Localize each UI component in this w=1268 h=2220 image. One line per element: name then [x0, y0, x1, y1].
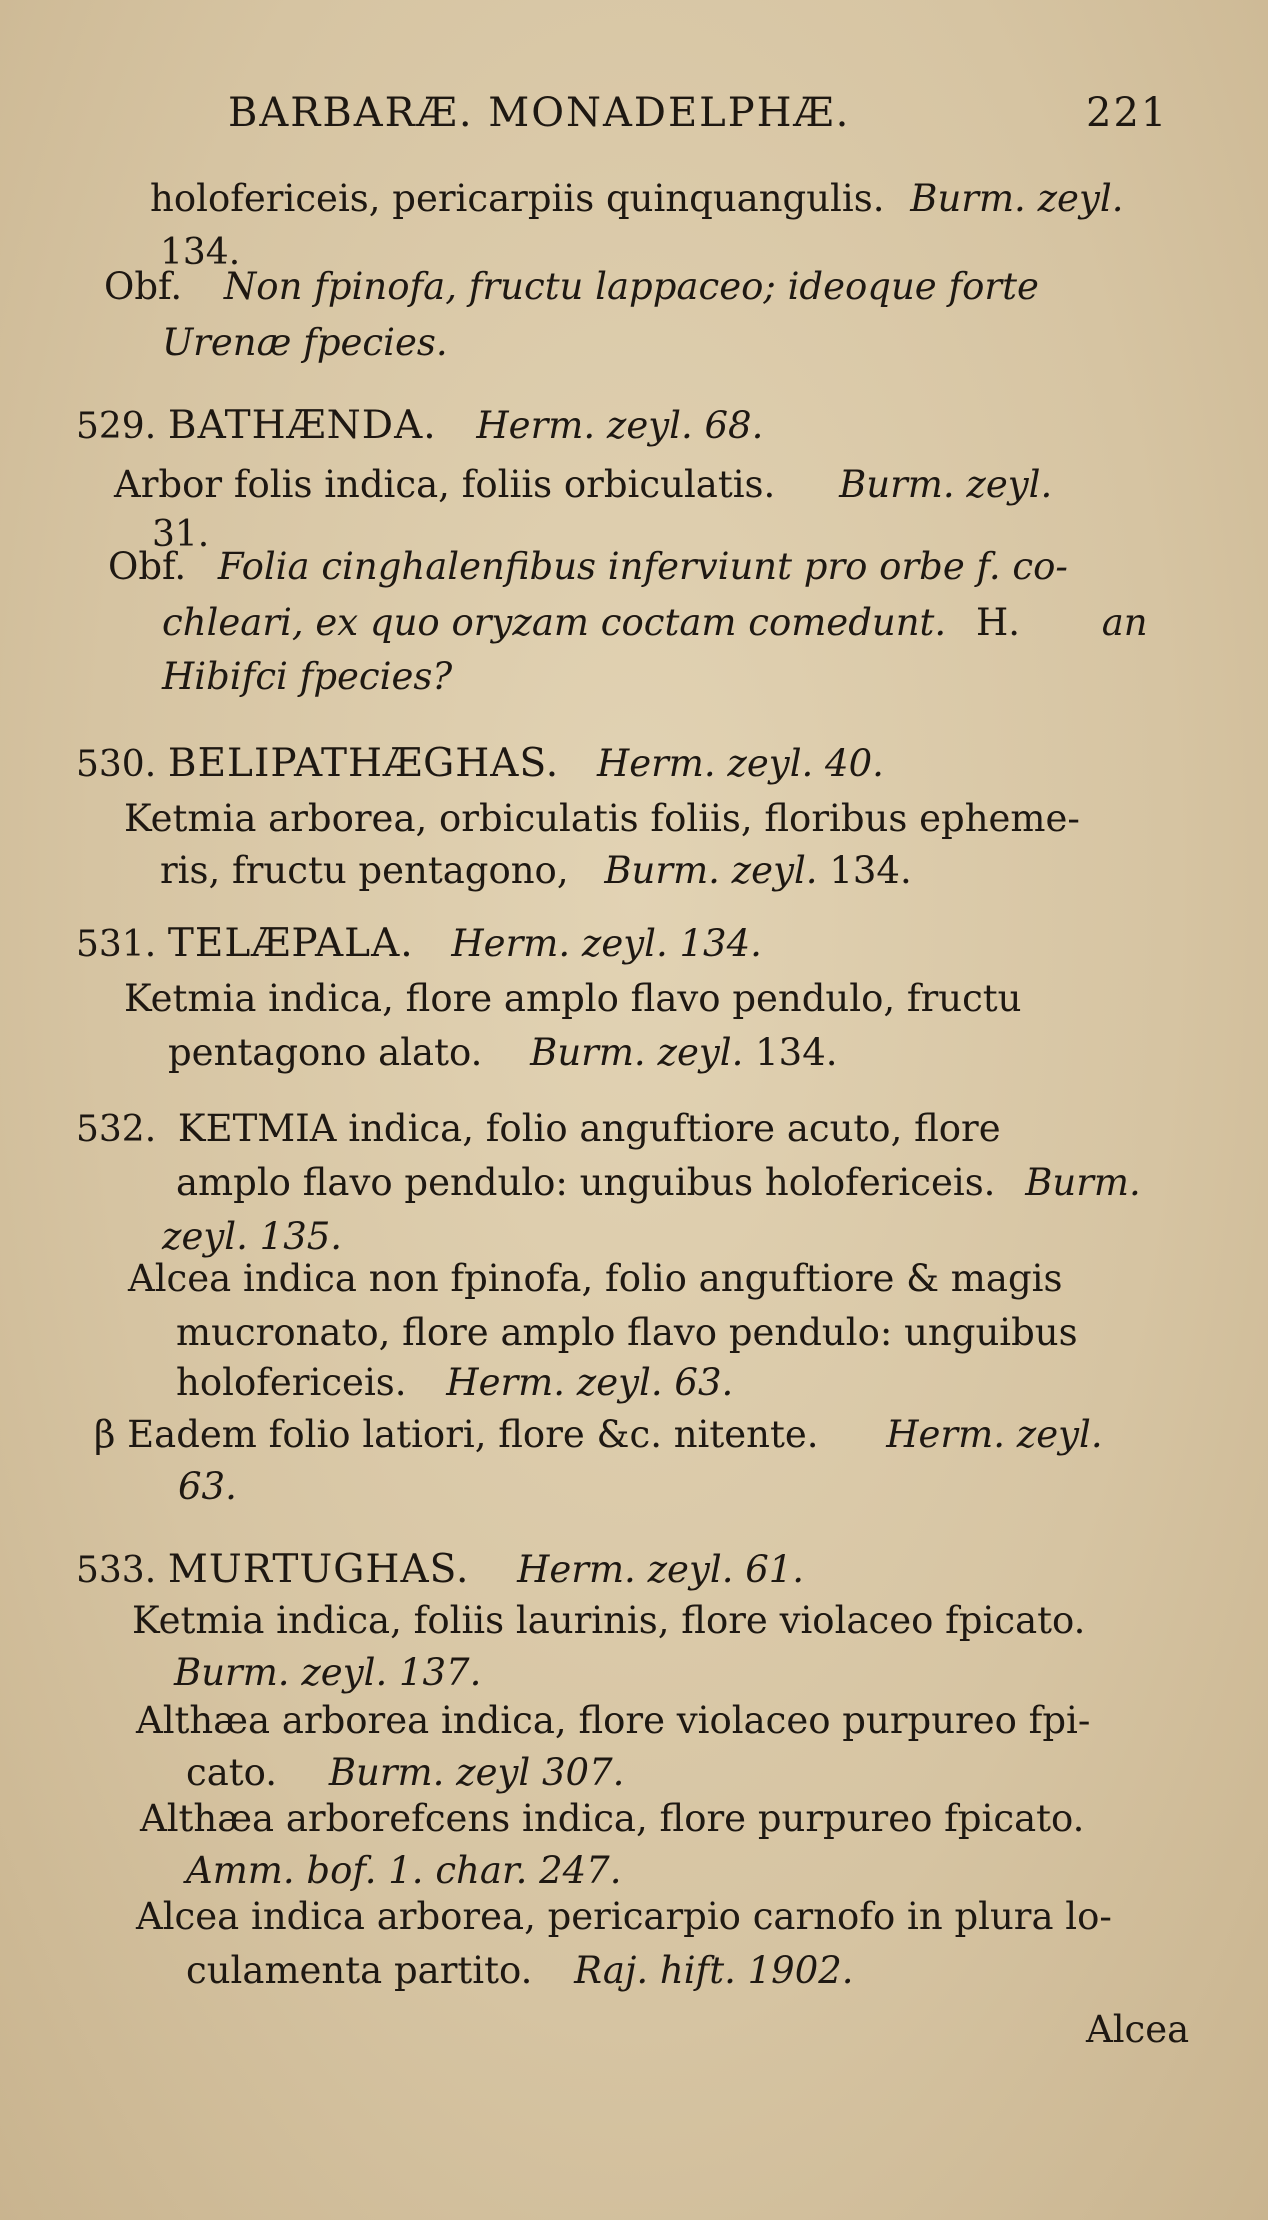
text-line: Ketmia indica, foliis laurinis, flore violaceo fpicato. — [132, 1599, 1086, 1642]
reference: Herm. zeyl. 134. — [451, 922, 762, 965]
reference: Herm. zeyl. 61. — [517, 1548, 805, 1591]
line-text: Folia cinghalenfibus inferviunt pro orbe f. co- — [217, 545, 1068, 588]
reference-number: 134. — [755, 1031, 838, 1074]
text-line — [168, 1031, 838, 1074]
obs-label: Obf. — [104, 265, 183, 308]
text-line: Urenæ fpecies. — [162, 321, 448, 364]
text-line — [176, 1361, 734, 1404]
entry-number: 531. — [76, 924, 157, 965]
line-text: an — [1101, 601, 1148, 644]
reference: Herm. zeyl. 63. — [446, 1361, 734, 1404]
entry-heading — [76, 1547, 805, 1592]
reference: Burm. zeyl. — [530, 1031, 744, 1074]
obs-label: Obf. — [108, 545, 187, 588]
reference: Herm. zeyl. 68. — [476, 404, 764, 447]
entry-number: 532. — [76, 1109, 157, 1150]
line-text: KETMIA indica, folio anguftiore acuto, flore — [177, 1107, 1001, 1150]
abbrev: H. — [975, 601, 1020, 644]
text-line: Amm. bof. 1. char. 247. — [186, 1849, 622, 1892]
text-line: zeyl. 135. — [162, 1215, 343, 1258]
text-line — [186, 1949, 854, 1992]
text-line: 31. — [152, 514, 210, 555]
text-line — [104, 265, 1039, 308]
line-text: culamenta partito. — [186, 1949, 533, 1992]
running-head-title: BARBARÆ. MONADELPHÆ. — [228, 90, 851, 136]
text-line: mucronato, flore amplo flavo pendulo: unguibus — [176, 1311, 1078, 1354]
entry-name: BATHÆNDA. — [167, 403, 437, 448]
text-line — [108, 545, 1068, 588]
text-line — [160, 849, 912, 892]
page-number: 221 — [1086, 90, 1169, 136]
entry-heading — [76, 921, 762, 966]
entry-heading — [76, 1107, 1001, 1150]
text-line: Burm. zeyl. 137. — [174, 1651, 482, 1694]
reference: Burm. zeyl. — [910, 177, 1124, 220]
text-line: Alcea indica non fpinofa, folio anguftiore & magis — [128, 1257, 1063, 1300]
line-text: chleari, ex quo oryzam coctam comedunt. — [162, 601, 947, 644]
text-line — [176, 1161, 1141, 1204]
entry-number: 533. — [76, 1550, 157, 1591]
catchword: Alcea — [1086, 2008, 1190, 2051]
reference: Burm. — [1025, 1161, 1141, 1204]
entry-name: TELÆPALA. — [167, 921, 414, 966]
entry-name: MURTUGHAS. — [167, 1547, 470, 1592]
reference: Burm. zeyl. — [839, 463, 1053, 506]
line-text: Arbor folis indica, foliis orbiculatis. — [114, 463, 776, 506]
entry-number: 530. — [76, 744, 157, 785]
reference: Burm. zeyl 307. — [328, 1751, 625, 1794]
text-line — [114, 463, 1053, 506]
text-line: Alcea indica arborea, pericarpio carnofo in plura lo- — [136, 1895, 1112, 1938]
text-line: Althæa arborefcens indica, flore purpureo fpicato. — [140, 1797, 1085, 1840]
text-line: Hibifci fpecies? — [162, 655, 453, 698]
reference: Burm. zeyl. — [604, 849, 818, 892]
text-line: Althæa arborea indica, flore violaceo purpureo fpi- — [136, 1699, 1091, 1742]
reference: Raj. hift. 1902. — [574, 1949, 854, 1992]
line-text: holofericeis. — [176, 1361, 407, 1404]
line-text: cato. — [186, 1751, 278, 1794]
line-text: pentagono alato. — [168, 1031, 483, 1074]
entry-name: BELIPATHÆGHAS. — [167, 741, 560, 786]
entry-number: 529. — [76, 406, 157, 447]
text-line: 134. — [160, 232, 241, 273]
text-line: 63. — [178, 1465, 237, 1508]
text-line: Ketmia indica, flore amplo flavo pendulo, fructu — [124, 977, 1022, 1020]
line-text: holofericeis, pericarpiis quinquangulis. — [150, 177, 885, 220]
text-line — [150, 177, 1124, 220]
line-text: ris, fructu pentagono, — [160, 849, 569, 892]
text-line — [186, 1751, 625, 1794]
reference: Herm. zeyl. — [886, 1413, 1103, 1456]
reference-number: 134. — [829, 849, 912, 892]
line-text: amplo flavo pendulo: unguibus holofericeis. — [176, 1161, 996, 1204]
entry-heading — [76, 741, 884, 786]
line-text: β Eadem folio latiori, flore &c. nitente. — [94, 1413, 819, 1456]
entry-heading — [76, 403, 764, 448]
text-line — [162, 601, 1148, 644]
line-text: Non fpinofa, fructu lappaceo; ideoque forte — [223, 265, 1039, 308]
text-line: Ketmia arborea, orbiculatis foliis, floribus epheme- — [124, 797, 1080, 840]
reference: Herm. zeyl. 40. — [596, 742, 884, 785]
text-line — [94, 1413, 1103, 1456]
